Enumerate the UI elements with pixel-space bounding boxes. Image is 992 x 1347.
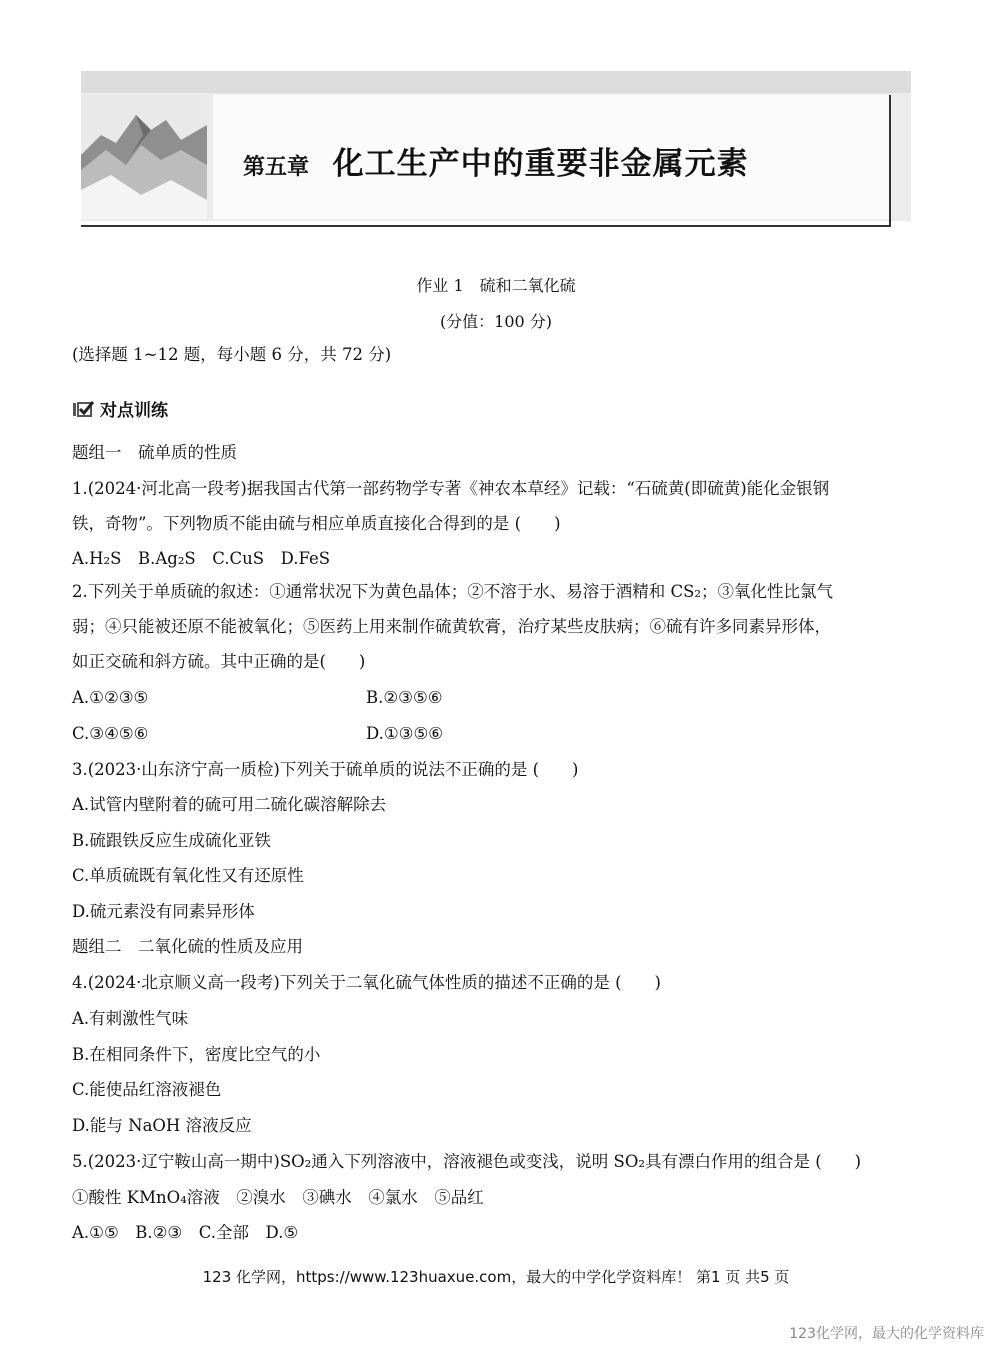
mountain-image <box>81 95 207 219</box>
chapter-name: 化工生产中的重要非金属元素 <box>332 146 749 182</box>
q4-option-b: B.在相同条件下，密度比空气的小 <box>72 1045 321 1064</box>
chapter-title <box>243 138 749 183</box>
q1-line1: 1.(2024·河北高一段考)据我国古代第一部药物学专著《神农本草经》记载：“石硫黄(即硫黄)能化金银钢 <box>72 479 830 498</box>
q2-option-b: B.②③⑤⑥ <box>366 688 443 707</box>
q5-items: ①酸性 KMnO₄溶液 ②溴水 ③碘水 ④氯水 ⑤品红 <box>72 1188 484 1207</box>
q4-stem: 4.(2024·北京顺义高一段考)下列关于二氧化硫气体性质的描述不正确的是 ( ) <box>72 973 661 992</box>
q3-option-b: B.硫跟铁反应生成硫化亚铁 <box>72 831 271 850</box>
q2-line3: 如正交硫和斜方硫。其中正确的是( ) <box>72 652 366 671</box>
q2-option-c: C.③④⑤⑥ <box>72 724 149 743</box>
title-underline <box>81 225 891 227</box>
assignment-title: 作业 1 硫和二氧化硫 <box>416 276 576 295</box>
q5-options: A.①⑤ B.②③ C.全部 D.⑤ <box>72 1223 299 1242</box>
q1-line2: 铁，奇物”。下列物质不能由硫与相应单质直接化合得到的是 ( ) <box>72 514 561 533</box>
q2-line2: 弱；④只能被还原不能被氧化；⑤医药上用来制作硫黄软膏，治疗某些皮肤病；⑥硫有许多同素异形体， <box>72 617 831 636</box>
q3-option-c: C.单质硫既有氧化性又有还原性 <box>72 866 304 885</box>
q4-option-d: D.能与 NaOH 溶液反应 <box>72 1116 252 1135</box>
title-vertical-rule <box>889 158 891 227</box>
section-heading <box>72 396 168 421</box>
chapter-number: 第五章 <box>243 155 310 180</box>
assignment-score: (分值：100 分) <box>439 312 553 331</box>
q3-option-d: D.硫元素没有同素异形体 <box>72 902 255 921</box>
page-footer: 123 化学网，https://www.123huaxue.com，最大的中学化学资料库！ 第1 页 共5 页 <box>202 1268 790 1286</box>
q2-option-d: D.①③⑤⑥ <box>366 724 444 743</box>
q4-option-c: C.能使品红溶液褪色 <box>72 1080 222 1099</box>
group-heading-2: 题组二 二氧化硫的性质及应用 <box>72 937 303 956</box>
watermark: 123化学网，最大的化学资料库 <box>789 1326 984 1342</box>
q4-option-a: A.有刺激性气味 <box>72 1009 189 1028</box>
q5-stem: 5.(2023·辽宁鞍山高一期中)SO₂通入下列溶液中，溶液褪色或变浅，说明 SO₂具有漂白作用的组合是 ( ) <box>72 1152 862 1171</box>
checkmark-icon <box>72 400 94 418</box>
section-label: 对点训练 <box>100 401 168 421</box>
q3-option-a: A.试管内壁附着的硫可用二硫化碳溶解除去 <box>72 795 387 814</box>
group-heading-1: 题组一 硫单质的性质 <box>72 443 237 462</box>
instructions: (选择题 1~12 题，每小题 6 分，共 72 分) <box>72 345 392 364</box>
q2-option-a: A.①②③⑤ <box>72 688 149 707</box>
q1-options: A.H₂S B.Ag₂S C.CuS D.FeS <box>72 549 331 568</box>
q3-stem: 3.(2023·山东济宁高一质检)下列关于硫单质的说法不正确的是 ( ) <box>72 760 579 779</box>
q2-line1: 2.下列关于单质硫的叙述：①通常状况下为黄色晶体；②不溶于水、易溶于酒精和 CS₂；③氧化性比氯气 <box>72 582 834 601</box>
banner-top-strip <box>81 71 911 93</box>
